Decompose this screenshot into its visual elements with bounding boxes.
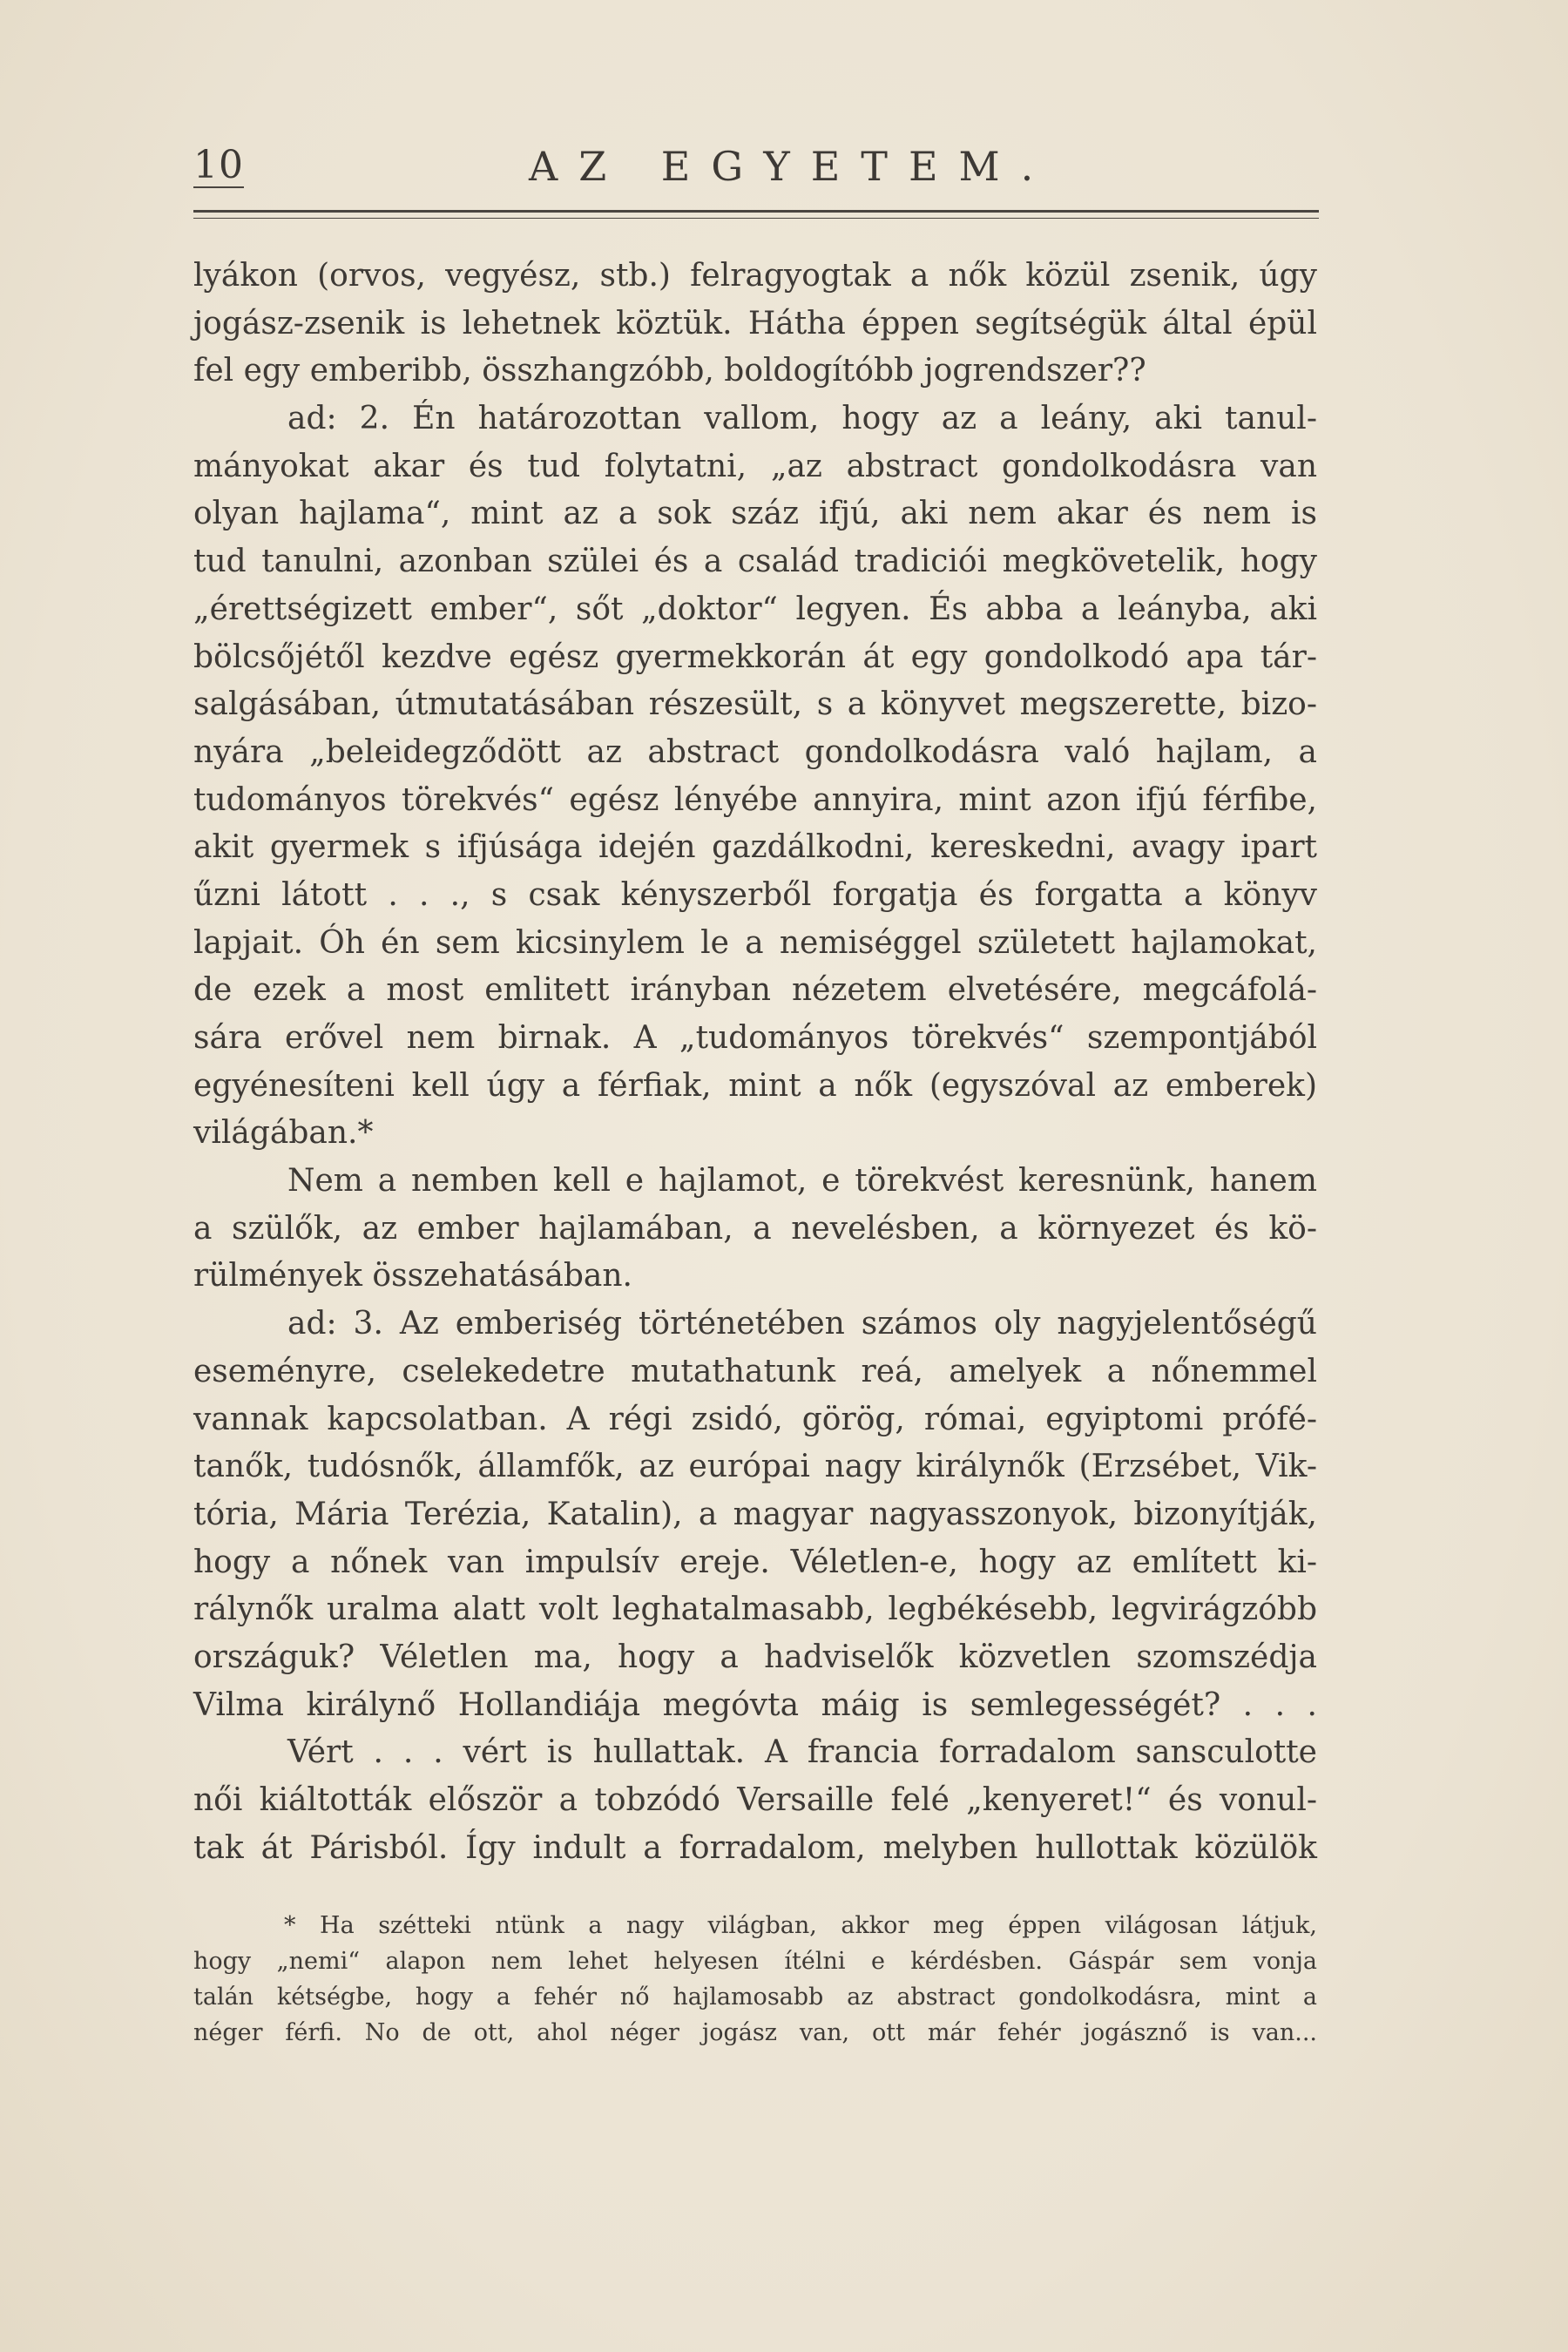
text-line: lyákon (orvos, vegyész, stb.) felragyogtak a nők közül zsenik, úgy	[193, 258, 1317, 294]
text-line: bölcsőjétől kezdve egész gyermekkorán át egy gondolkodó apa tár-	[193, 639, 1317, 675]
text-line: hogy a nőnek van impulsív ereje. Véletlen-e, hogy az említett ki-	[193, 1544, 1317, 1580]
text-line: rálynők uralma alatt volt leghatalmasabb, legbékésebb, legvirágzóbb	[193, 1592, 1317, 1628]
footnote-line: * Ha szétteki ntünk a nagy világban, akkor meg éppen világosan látjuk,	[284, 1912, 1317, 1939]
text-line: fel egy emberibb, összhangzóbb, boldogítóbb jogrendszer??	[193, 353, 1146, 389]
text-line: eseményre, cselekedetre mutathatunk reá, amelyek a nőnemmel	[193, 1353, 1317, 1389]
text-line: űzni látott . . ., s csak kényszerből forgatja és forgatta a könyv	[193, 876, 1317, 913]
text-line: tudományos törekvés“ egész lényébe annyira, mint azon ifjú férfibe,	[193, 781, 1317, 818]
text-line: olyan hajlama“, mint az a sok száz ifjú, aki nem akar és nem is	[193, 496, 1317, 532]
text-line: tud tanulni, azonban szülei és a család tradiciói megkövetelik, hogy	[193, 544, 1317, 580]
text-line: de ezek a most emlitett irányban nézetem elvetésére, megcáfolá-	[193, 972, 1317, 1009]
text-line: Vilma királynő Hollandiája megóvta máig is semlegességét? . . .	[193, 1686, 1317, 1723]
page-number: 10	[193, 143, 244, 187]
text-line: tanők, tudósnők, államfők, az európai nagy királynők (Erzsébet, Vik-	[193, 1449, 1317, 1485]
text-line: vannak kapcsolatban. A régi zsidó, görög, római, egyiptomi prófé-	[193, 1401, 1317, 1437]
text-line: ad: 3. Az emberiség történetében számos oly nagyjelentőségű	[287, 1306, 1317, 1342]
text-line: Vért . . . vért is hullattak. A francia forradalom sansculotte	[287, 1734, 1317, 1771]
text-line: egyénesíteni kell úgy a férfiak, mint a nők (egyszóval az emberek)	[193, 1067, 1317, 1104]
body-text	[193, 253, 1317, 1872]
text-line: ad: 2. Én határozottan vallom, hogy az a leány, aki tanul-	[287, 401, 1317, 437]
footnote-line: talán kétségbe, hogy a fehér nő hajlamosabb az abstract gondolkodásra, mint a	[193, 1984, 1317, 2011]
text-line: tória, Mária Terézia, Katalin), a magyar nagyasszonyok, bizonyítják,	[193, 1496, 1317, 1532]
text-line: mányokat akar és tud folytatni, „az abstract gondolkodásra van	[193, 448, 1317, 484]
text-line: lapjait. Óh én sem kicsinylem le a nemiséggel született hajlamokat,	[193, 924, 1317, 961]
text-line: világában.*	[193, 1115, 374, 1152]
text-line: tak át Párisból. Így indult a forradalom, melyben hullottak közülök	[193, 1829, 1317, 1866]
text-line: jogász-zsenik is lehetnek köztük. Hátha éppen segítségük által épül	[193, 305, 1317, 341]
footnote	[193, 1908, 1317, 2051]
page-header	[193, 143, 1317, 199]
running-title: AZ EGYETEM.	[529, 143, 1055, 190]
header-rule	[193, 210, 1319, 213]
text-line: a szülők, az ember hajlamában, a nevelésben, a környezet és kö-	[193, 1210, 1317, 1247]
text-line: salgásában, útmutatásában részesült, s a könyvet megszerette, bizo-	[193, 686, 1317, 723]
text-line: akit gyermek s ifjúsága idején gazdálkodni, kereskedni, avagy ipart	[193, 829, 1317, 866]
text-line: sára erővel nem birnak. A „tudományos törekvés“ szempontjából	[193, 1020, 1317, 1056]
footnote-line: hogy „nemi“ alapon nem lehet helyesen ítélni e kérdésben. Gáspár sem vonja	[193, 1948, 1317, 1975]
text-line: nyára „beleidegződött az abstract gondolkodásra való hajlam, a	[193, 733, 1317, 770]
text-line: női kiáltották először a tobzódó Versaille felé „kenyeret!“ és vonul-	[193, 1782, 1317, 1818]
text-line: „érettségizett ember“, sőt „doktor“ legyen. És abba a leányba, aki	[193, 591, 1317, 627]
footnote-line: néger férfi. No de ott, ahol néger jogász van, ott már fehér jogásznő is van...	[193, 2019, 1317, 2046]
text-line: Nem a nemben kell e hajlamot, e törekvést keresnünk, hanem	[287, 1163, 1317, 1200]
text-line: országuk? Véletlen ma, hogy a hadviselők közvetlen szomszédja	[193, 1639, 1317, 1675]
text-line: rülmények összehatásában.	[193, 1258, 632, 1294]
header-rule-thin	[193, 218, 1319, 219]
